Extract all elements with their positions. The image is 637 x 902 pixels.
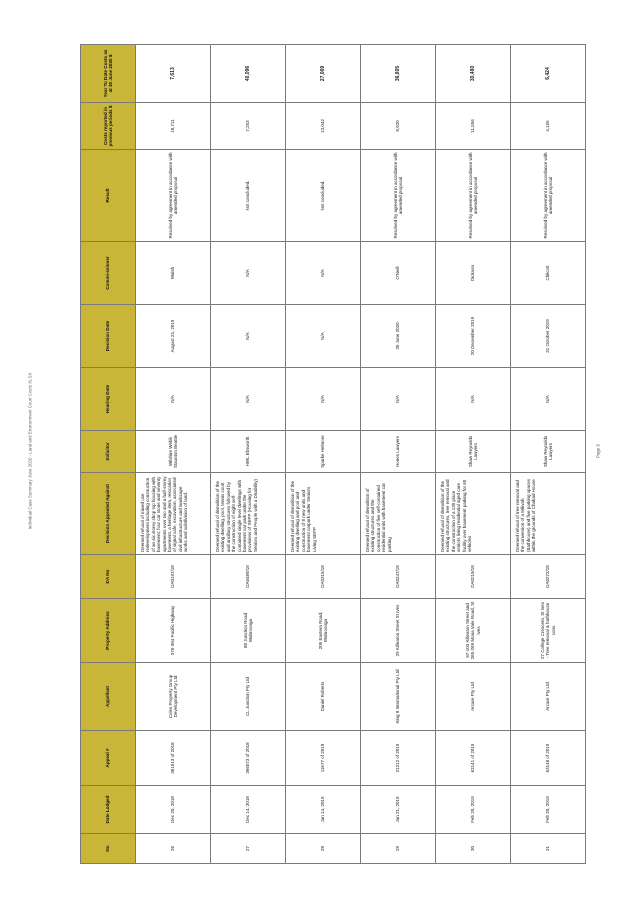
header-date-lodged: Date Lodged [81,786,136,834]
cell-decision-appealed: Deemed refusal of demolition of the existing dwelling, pool, tennis court and ancillary structures followed by the construction of eight self-contained single level dwellings with basement car park under the provisions of SEPP (Housing for Seniors and People with a Disability) [211,473,286,555]
cell-appeal: 366573 of 2018 [211,731,286,786]
cell-property-address: 27 College Crescent, St Ives - Tree removal & bathhouse conv [511,599,586,663]
cell-decision-date: N/A [286,305,361,368]
cell-costs-previous: 7,253 [211,103,286,150]
cell-hearing-date: N/A [511,368,586,431]
cell-date-lodged: Jan 21, 2019 [361,786,436,834]
cell-appeal: 63141 of 2019 [436,731,511,786]
cell-commissioner: N/A [286,242,361,305]
case-summary-table [80,44,586,864]
cell-appellant: Coles Property Group Development Pty Ltd [136,663,211,731]
cell-commissioner: N/A [211,242,286,305]
cell-date-lodged: Feb 20, 2019 [511,786,586,834]
rotated-table-wrapper [80,45,558,864]
cell-solicitor: Shaw Reynolds Lawyers [511,431,586,473]
cell-decision-appealed: Deemed refusal of demolition of the existing structures, tree removal and the construction of a 130 place seniors living residential aged care facility over basement parking for 60 vehicles [436,473,511,555]
header-appeal: Appeal # [81,731,136,786]
table-row [211,45,286,864]
header-costs-previous: Costs reported in previous periods $ [81,103,136,150]
header-property-address: Property Address [81,599,136,663]
table-row [436,45,511,864]
cell-decision-date: 30 June 2020 [361,305,436,368]
cell-result: Resolved by agreement in accordance with amended proposal [511,150,586,242]
cell-ytd-costs: 7,613 [136,45,211,103]
cell-ytd-costs: 40,096 [211,45,286,103]
cell-da-no: DA0315/18 [286,555,361,599]
cell-commissioner: Dickson [436,242,511,305]
cell-appellant: King 9 International Pty Ltd [361,663,436,731]
cell-result: Resolved by agreement in accordance with amended proposal [136,150,211,242]
cell-appeal: 63148 of 2019 [511,731,586,786]
cell-solicitor: Wilshire Webb Staunton Beattie [136,431,211,473]
cell-date-lodged: Dec 14, 2018 [211,786,286,834]
cell-da-no: DA0489/18 [211,555,286,599]
cell-appellant: Arcare Pty Ltd [436,663,511,731]
cell-result: Resolved by agreement in accordance with amended proposal [361,150,436,242]
cell-decision-date: 20 December 2019 [436,305,511,368]
cell-appellant: Daniel Roberts [286,663,361,731]
cell-hearing-date: N/A [286,368,361,431]
header-decision-date: Decision Date [81,305,136,368]
cell-hearing-date: N/A [136,368,211,431]
cell-decision-date: August 24, 2019 [136,305,211,368]
cell-date-lodged: Feb 20, 2019 [436,786,511,834]
cell-commissioner: O'Neill [361,242,436,305]
page-number: Page 5 [595,444,601,458]
cell-decision-appealed: Deemed refusal of demolition of the existing dwelling and pool and construction of 8 new units and basement carpark under Seniors Living SEPP [286,473,361,555]
cell-hearing-date: N/A [361,368,436,431]
cell-property-address: 97-103 Killeaton Street and 265-269 Mona Vale Road, St Ives [436,599,511,663]
cell-property-address: 29 Killeaton Street St Ives [361,599,436,663]
table-row [361,45,436,864]
cell-solicitor: Shaw Reynolds Lawyers [436,431,511,473]
cell-ytd-costs: 6,424 [511,45,586,103]
cell-costs-previous: 8,920 [361,103,436,150]
cell-no: 27 [211,834,286,864]
table-row [511,45,586,864]
cell-solicitor: HWL Ebsworth [211,431,286,473]
header-appellant: Appellant [81,663,136,731]
cell-costs-previous: 11,556 [436,103,511,150]
header-solicitor: Solicitor [81,431,136,473]
cell-property-address: 205 Eastern Road, Wahroonga [286,599,361,663]
cell-decision-date: 31 October 2019 [511,305,586,368]
cell-decision-appealed: Deemed refusal of tree removal and the conversion of a Mikvah (Bathhouse) and five parking spaces within the grounds of Chabad House [511,473,586,555]
cell-costs-previous: 18,711 [136,103,211,150]
cell-decision-appealed: Deemed refusal of demolition of existing structures and the construction of five self-contained residential units with basement car parking [361,473,436,555]
cell-commissioner: Chilcott [511,242,586,305]
cell-decision-appealed: Deemed refusal of mixed use redevelopment including construction of an six storey shop top housing with basement; four car stone and seventy apartments over two and a half-storey basement, a heritage item, relocation of signal cafe, excavation, associated civil infrastructure and landscape works and subdivision of land. [136,473,211,555]
header-da-no: DA No [81,555,136,599]
header-result: Result [81,150,136,242]
cell-property-address: 88 Junction Road Wahroonga [211,599,286,663]
cell-no: 26 [136,834,211,864]
cell-da-no: DA0219/18 [436,555,511,599]
cell-ytd-costs: 27,069 [286,45,361,103]
header-commissioner: Commi-ssioner [81,242,136,305]
cell-costs-previous: 13,042 [286,103,361,150]
cell-result: Not concluded. [286,150,361,242]
header-row [81,45,136,864]
cell-da-no: DA0197/18 [136,555,211,599]
cell-no: 28 [286,834,361,864]
table-row [136,45,211,864]
cell-ytd-costs: 36,805 [361,45,436,103]
cell-date-lodged: Jan 14, 2019 [286,786,361,834]
cell-da-no: DA0272/18 [511,555,586,599]
cell-da-no: DA0247/18 [361,555,436,599]
cell-solicitor: Hones Lawyers [361,431,436,473]
cell-costs-previous: 4,155 [511,103,586,150]
cell-hearing-date: N/A [211,368,286,431]
cell-result: Resolved by agreement in accordance with amended proposal [436,150,511,242]
cell-no: 29 [361,834,436,864]
table-row [286,45,361,864]
cell-no: 31 [511,834,586,864]
cell-decision-date: N/A [211,305,286,368]
cell-ytd-costs: 30,480 [436,45,511,103]
cell-appellant: Arcare Pty Ltd [511,663,586,731]
header-no: No [81,834,136,864]
cell-no: 30 [436,834,511,864]
cell-appeal: 11677 of 2019 [286,731,361,786]
cell-appeal: 21212 of 2019 [361,731,436,786]
cell-commissioner: Walsh [136,242,211,305]
cell-appeal: 361613 of 2018 [136,731,211,786]
file-title: Individual Case Summary June 2020 - Land and Environment Court Costs XLSX [27,372,33,530]
header-hearing-date: Hearing Date [81,368,136,431]
cell-result: Not concluded. [211,150,286,242]
cell-appellant: CL Junction Pty Ltd [211,663,286,731]
cell-property-address: 376-384 Pacific Highway [136,599,211,663]
cell-hearing-date: N/A [436,368,511,431]
header-decision-appealed: Decision Appealed Against [81,473,136,555]
cell-date-lodged: Dec 20, 2018 [136,786,211,834]
header-ytd-costs: Year To Date Costs as at 30 June 2020 $ [81,45,136,103]
cell-solicitor: Sparke Helmore [286,431,361,473]
